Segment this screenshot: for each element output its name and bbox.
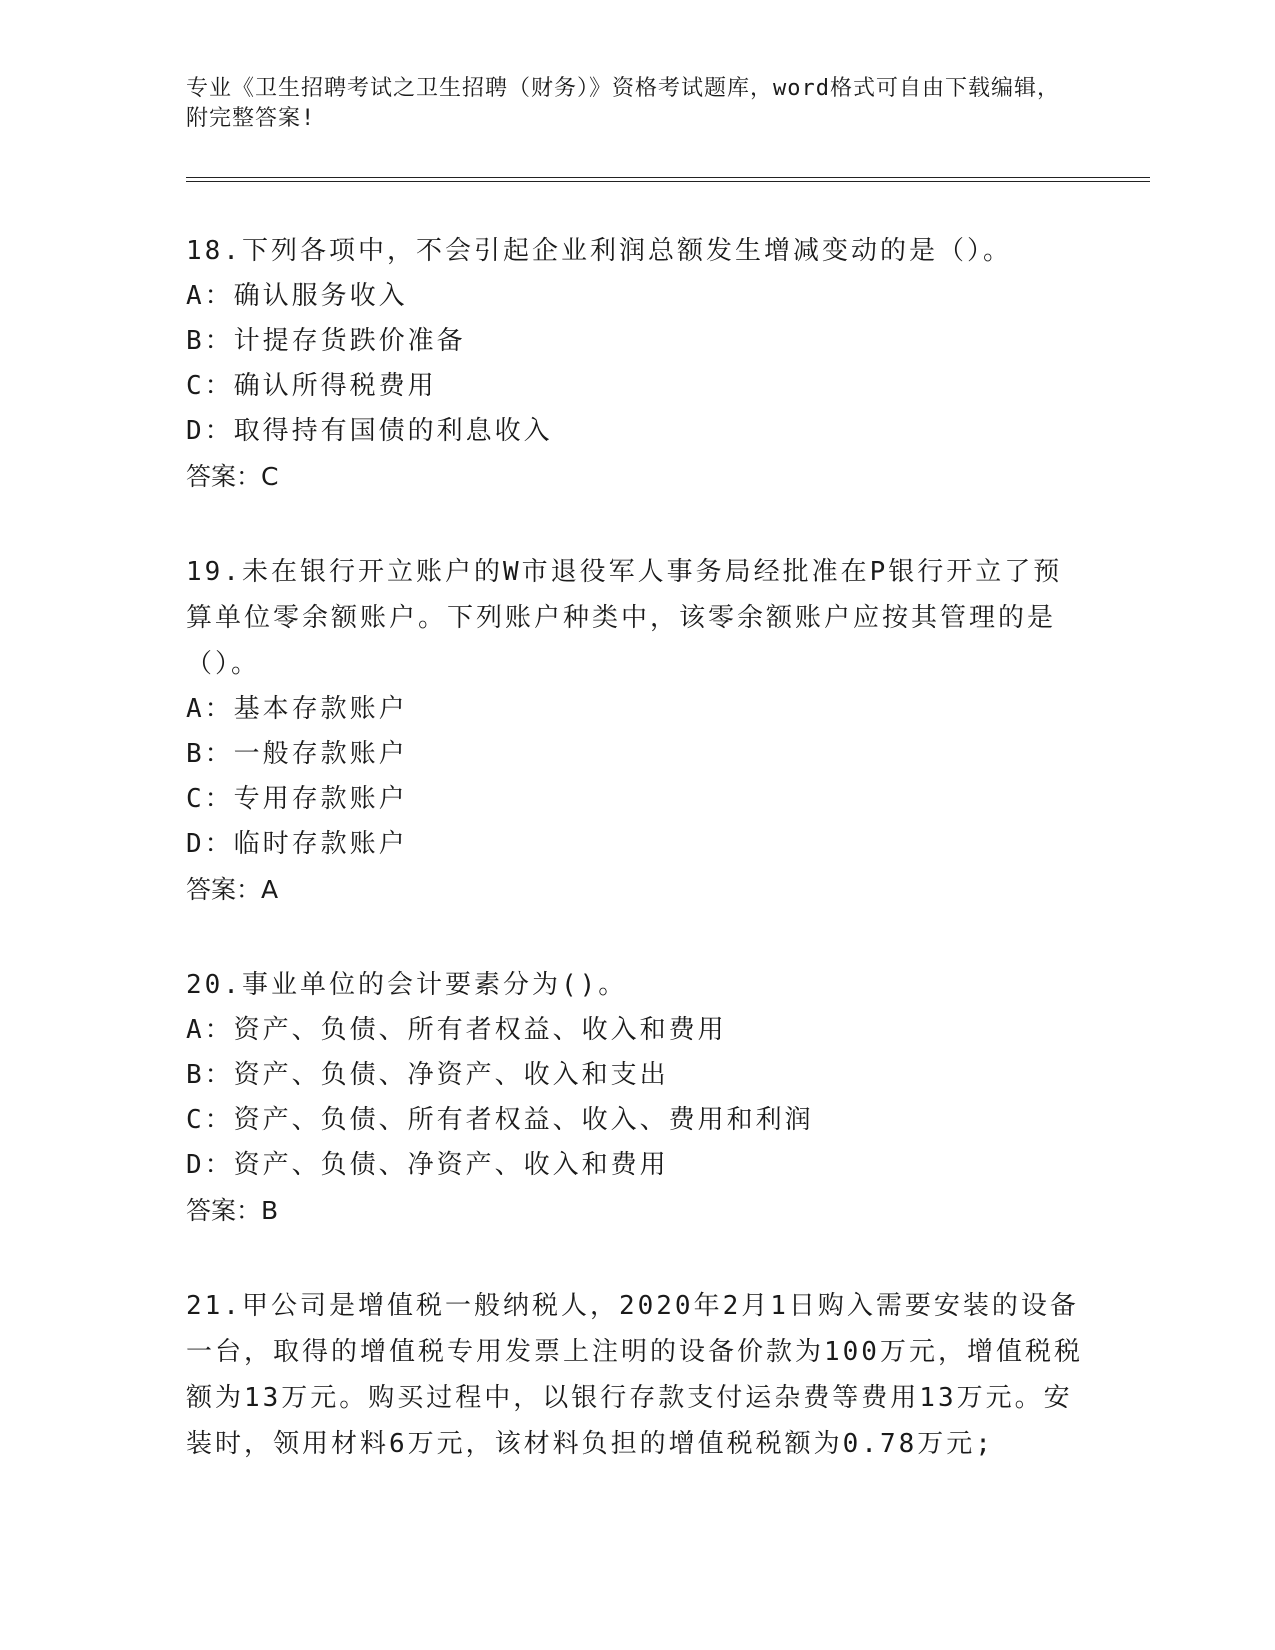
option-list xyxy=(186,274,1086,454)
option-c: C：确认所得税费用 xyxy=(186,371,437,401)
question-21 xyxy=(186,1283,1086,1467)
option-a: A：资产、负债、所有者权益、收入和费用 xyxy=(186,1015,727,1045)
question-19 xyxy=(186,549,1086,912)
question-list xyxy=(186,228,1086,1517)
answer-line: 答案：C xyxy=(186,462,279,491)
question-stem: 18.下列各项中，不会引起企业利润总额发生增减变动的是（）。 xyxy=(186,236,1012,266)
option-b: B：计提存货跌价准备 xyxy=(186,326,466,356)
document-header: 专业《卫生招聘考试之卫生招聘（财务）》资格考试题库，word格式可自由下载编辑，附完整答案! xyxy=(186,76,1060,131)
question-stem: 19.未在银行开立账户的W市退役军人事务局经批准在P银行开立了预算单位零余额账户。下列账户种类中，该零余额账户应按其管理的是（）。 xyxy=(186,557,1063,679)
option-a: A：确认服务收入 xyxy=(186,281,408,311)
answer-line: 答案：B xyxy=(186,1196,279,1225)
option-c: C：专用存款账户 xyxy=(186,784,408,814)
question-20 xyxy=(186,962,1086,1233)
header-divider-top xyxy=(186,177,1150,178)
option-d: D：临时存款账户 xyxy=(186,829,408,859)
option-a: A：基本存款账户 xyxy=(186,694,408,724)
option-list xyxy=(186,1008,1086,1188)
question-18 xyxy=(186,228,1086,499)
option-b: B：资产、负债、净资产、收入和支出 xyxy=(186,1060,669,1090)
option-list xyxy=(186,687,1086,867)
option-c: C：资产、负债、所有者权益、收入、费用和利润 xyxy=(186,1105,814,1135)
option-d: D：取得持有国债的利息收入 xyxy=(186,416,553,446)
question-stem: 21.甲公司是增值税一般纳税人，2020年2月1日购入需要安装的设备一台，取得的增值税专用发票上注明的设备价款为100万元，增值税税额为13万元。购买过程中，以银行存款支付运杂费等费用13万元。安装时，领用材料6万元，该材料负担的增值税税额为0.78万元; xyxy=(186,1291,1083,1459)
question-stem: 20.事业单位的会计要素分为()。 xyxy=(186,970,628,1000)
header-divider-bottom xyxy=(186,181,1150,182)
option-b: B：一般存款账户 xyxy=(186,739,408,769)
option-d: D：资产、负债、净资产、收入和费用 xyxy=(186,1150,669,1180)
answer-line: 答案：A xyxy=(186,875,279,904)
